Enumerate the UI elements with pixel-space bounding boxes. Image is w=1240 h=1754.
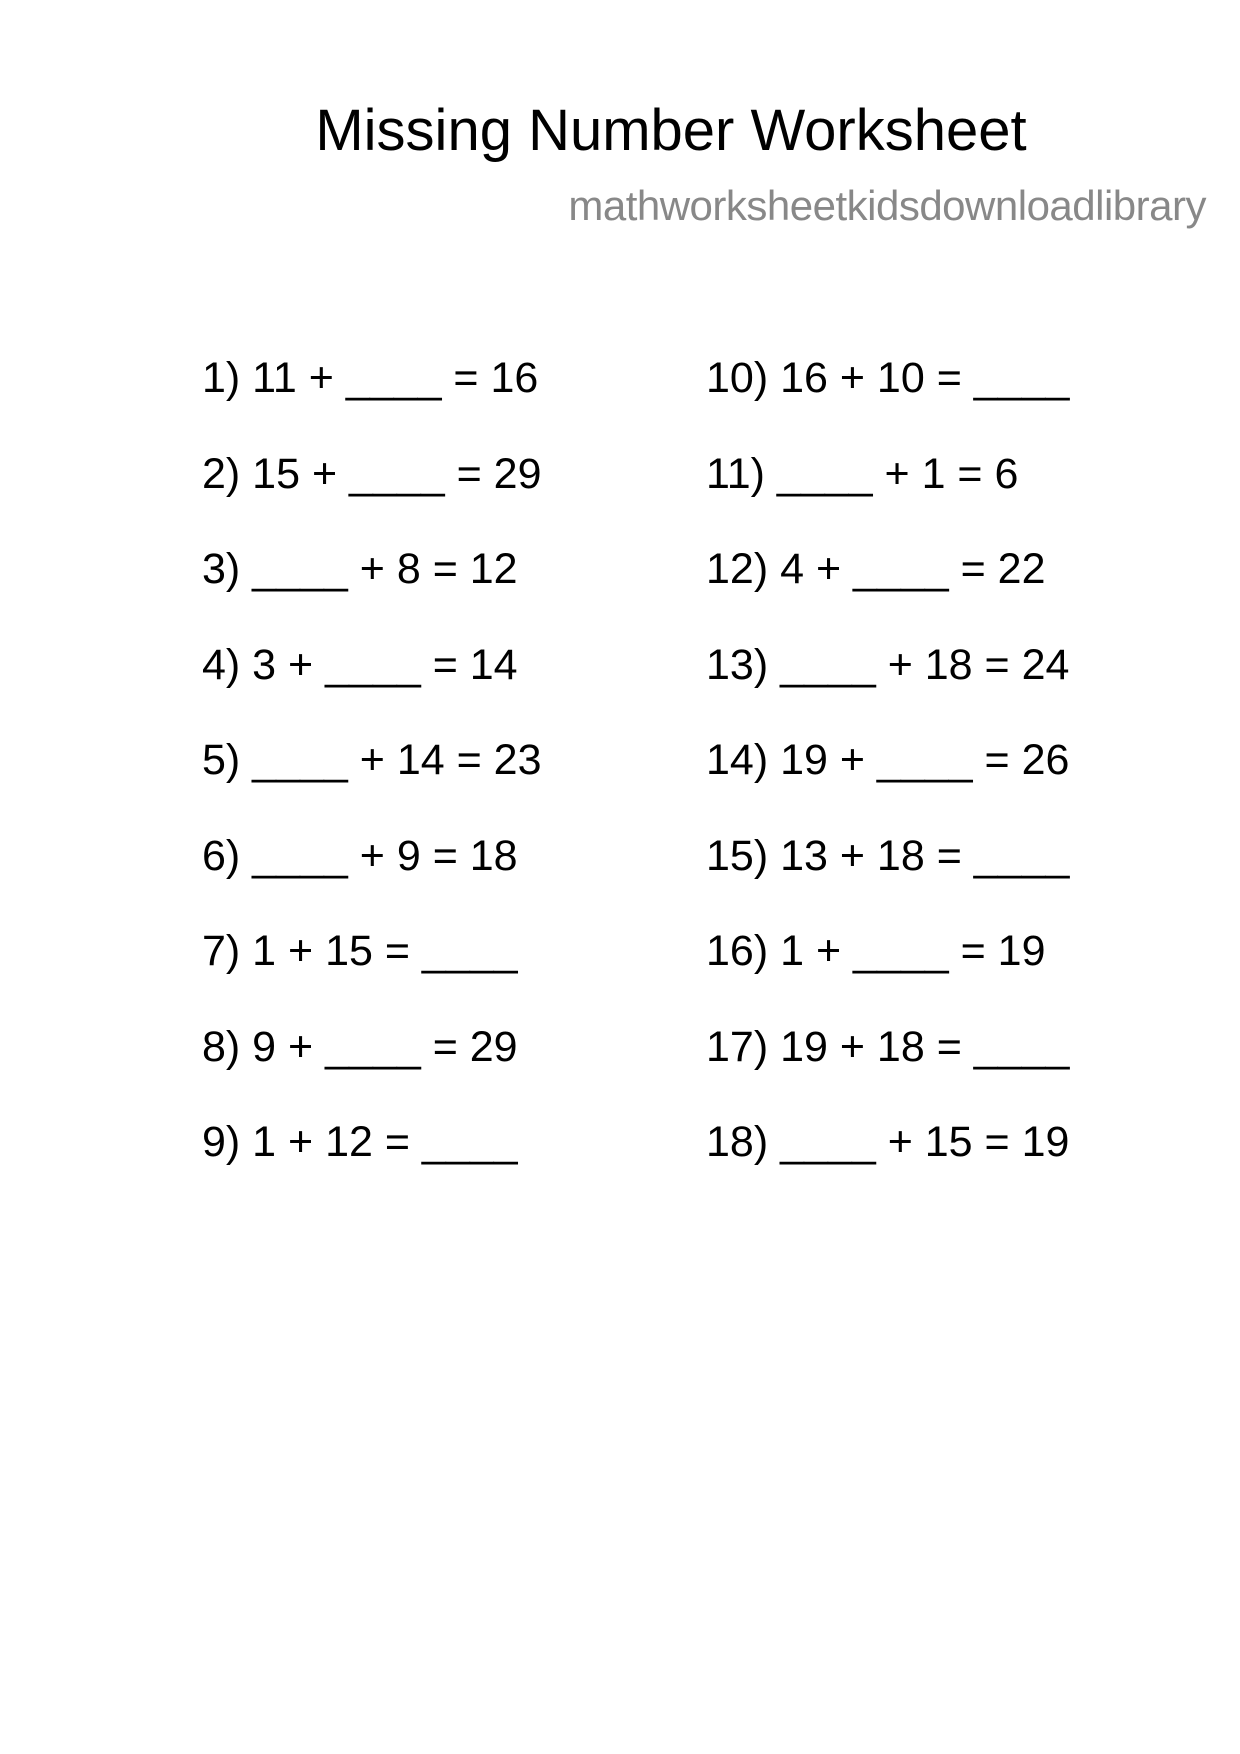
problem-3: 3) ____ + 8 = 12 bbox=[202, 545, 518, 593]
problem-15: 15) 13 + 18 = ____ bbox=[706, 831, 1070, 880]
worksheet-title: Missing Number Worksheet bbox=[315, 98, 1027, 163]
problem-7: 7) 1 + 15 = ____ bbox=[202, 927, 518, 975]
problem-17: 17) 19 + 18 = ____ bbox=[706, 1022, 1070, 1071]
problem-2: 2) 15 + ____ = 29 bbox=[202, 449, 542, 498]
worksheet-source-label: mathworksheetkidsdownloadlibrary bbox=[568, 182, 1206, 229]
problem-9: 9) 1 + 12 = ____ bbox=[202, 1118, 518, 1166]
problem-18: 18) ____ + 15 = 19 bbox=[706, 1118, 1070, 1166]
problem-column-right bbox=[706, 352, 1069, 1212]
problem-1: 1) 11 + ____ = 16 bbox=[202, 354, 539, 402]
problem-11: 11) ____ + 1 = 6 bbox=[706, 449, 1019, 498]
problem-6: 6) ____ + 9 = 18 bbox=[202, 831, 518, 880]
problem-5: 5) ____ + 14 = 23 bbox=[202, 736, 542, 784]
problem-4: 4) 3 + ____ = 14 bbox=[202, 640, 518, 689]
problem-8: 8) 9 + ____ = 29 bbox=[202, 1022, 518, 1071]
problem-14: 14) 19 + ____ = 26 bbox=[706, 736, 1070, 784]
problem-10: 10) 16 + 10 = ____ bbox=[706, 354, 1070, 402]
problem-16: 16) 1 + ____ = 19 bbox=[706, 927, 1046, 975]
problem-13: 13) ____ + 18 = 24 bbox=[706, 640, 1070, 689]
problem-12: 12) 4 + ____ = 22 bbox=[706, 545, 1046, 593]
problem-column-left bbox=[202, 352, 542, 1212]
